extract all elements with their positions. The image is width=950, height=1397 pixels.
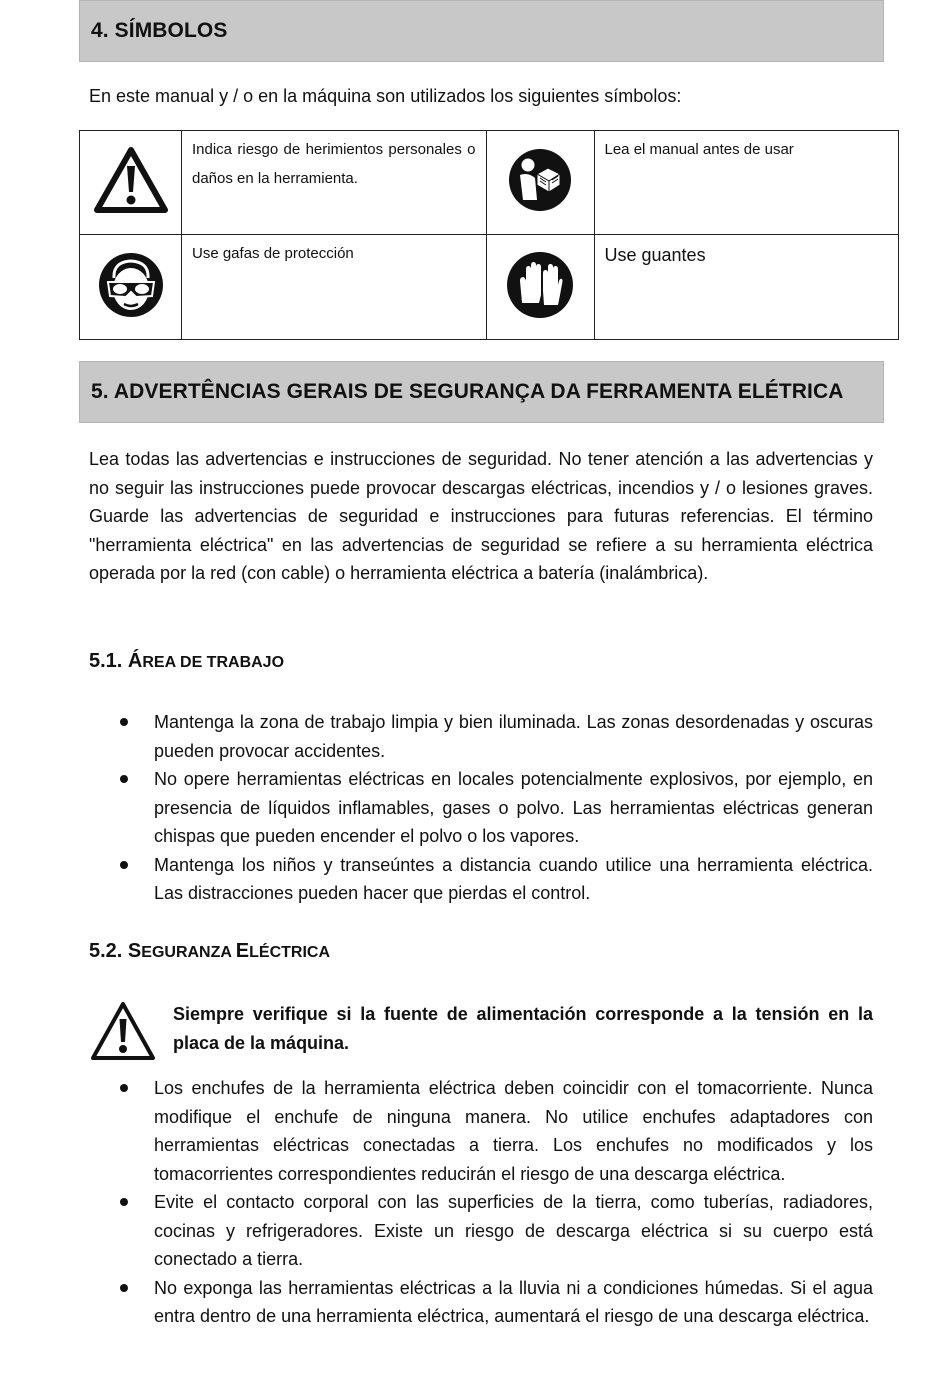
subsection-title-initial-2: E <box>235 940 250 962</box>
list-item <box>89 1188 873 1274</box>
list-item <box>89 1074 873 1188</box>
symbol-text-gloves: Use guantes <box>594 235 899 340</box>
safety-goggles-icon <box>98 252 164 318</box>
section-5-intro: Lea todas las advertencias e instrucciones de seguridad. No tener atención a las advertencias y no seguir las instrucciones puede provocar descargas eléctricas, incendios y / o lesiones graves. Guarde las advertencias de seguridad e instrucciones para futuras referencias. El término "herramienta eléctrica" en las advertencias de seguridad se refiere a su herramienta eléctrica operada por la red (con cable) o herramienta eléctrica a batería (inalámbrica). <box>89 449 873 583</box>
list-item-text: Mantenga los niños y transeúntes a distancia cuando utilice una herramienta eléctrica. Las distracciones pueden hacer que pierdas el control. <box>154 854 873 903</box>
bullet-icon <box>120 861 128 869</box>
subsection-5-2-title <box>89 940 330 963</box>
subsection-title-initial: Á <box>127 650 143 672</box>
list-item-text: Evite el contacto corporal con las superficies de la tierra, como tuberías, radiadores, cocinas y refrigeradores. Existe un riesgo de descarga eléctrica si su cuerpo está conectado a tierra. <box>154 1192 873 1269</box>
subsection-title-rest: REA DE TRABAJO <box>142 654 285 671</box>
electrical-warning-text: Siempre verifique si la fuente de alimentación corresponde a la tensión en la placa de la máquina. <box>173 1004 873 1053</box>
subsection-5-1-title <box>89 650 284 673</box>
symbol-text-manual: Lea el manual antes de usar <box>594 131 899 235</box>
symbol-text-goggles: Use gafas de protección <box>182 235 487 340</box>
list-item-text: No exponga las herramientas eléctricas a la lluvia ni a condiciones húmedas. Si el agua entra dentro de una herramienta eléctrica, aumentará el riesgo de una descarga eléctrica. <box>154 1277 873 1326</box>
symbol-cell-manual <box>486 131 594 235</box>
work-area-list <box>89 708 873 908</box>
bullet-icon <box>120 1284 128 1292</box>
subsection-number: 5.1. <box>89 650 123 672</box>
bullet-icon <box>120 718 128 726</box>
symbol-text-warning: Indica riesgo de herimientos personales o daños en la herramienta. <box>182 131 487 235</box>
subsection-number: 5.2. <box>89 940 123 962</box>
list-item-text: Los enchufes de la herramienta eléctrica deben coincidir con el tomacorriente. Nunca modifique el enchufe de ninguna manera. No utilice enchufes adaptadores con herramientas eléctricas conectadas a tierra. Los enchufes no modificados y los tomacorrientes correspondientes reducirán el riesgo de una descarga eléctrica. <box>154 1078 873 1184</box>
list-item <box>89 708 873 765</box>
warning-triangle-icon <box>89 1000 157 1062</box>
read-manual-icon <box>508 148 572 212</box>
symbols-intro: En este manual y / o en la máquina son utilizados los siguientes símbolos: <box>89 86 682 106</box>
subsection-title-rest: LÉCTRICA <box>249 944 331 961</box>
subsection-title-initial: S <box>127 940 142 962</box>
list-item <box>89 851 873 908</box>
section-5-header <box>79 361 884 423</box>
warning-triangle-icon <box>93 146 169 214</box>
section-4-header <box>79 0 884 62</box>
bullet-icon <box>120 775 128 783</box>
symbols-table <box>79 130 899 340</box>
symbol-cell-warning <box>80 131 182 235</box>
section-5-title: 5. ADVERTÊNCIAS GERAIS DE SEGURANÇA DA FERRAMENTA ELÉTRICA <box>91 380 844 403</box>
symbol-cell-goggles <box>80 235 182 340</box>
symbol-cell-gloves <box>486 235 594 340</box>
section-4-title: 4. SÍMBOLOS <box>91 19 228 42</box>
gloves-icon <box>506 251 574 319</box>
subsection-title-mid: EGURANZA <box>141 944 236 961</box>
list-item-text: No opere herramientas eléctricas en locales potencialmente explosivos, por ejemplo, en presencia de líquidos inflamables, gases o polvo. Las herramientas eléctricas generan chispas que pueden encender el polvo o los vapores. <box>154 769 873 846</box>
list-item-text: Mantenga la zona de trabajo limpia y bien iluminada. Las zonas desordenadas y oscuras pueden provocar accidentes. <box>154 712 873 761</box>
bullet-icon <box>120 1198 128 1206</box>
bullet-icon <box>120 1084 128 1092</box>
list-item <box>89 1274 873 1331</box>
list-item <box>89 765 873 851</box>
electrical-safety-list <box>89 1074 873 1331</box>
